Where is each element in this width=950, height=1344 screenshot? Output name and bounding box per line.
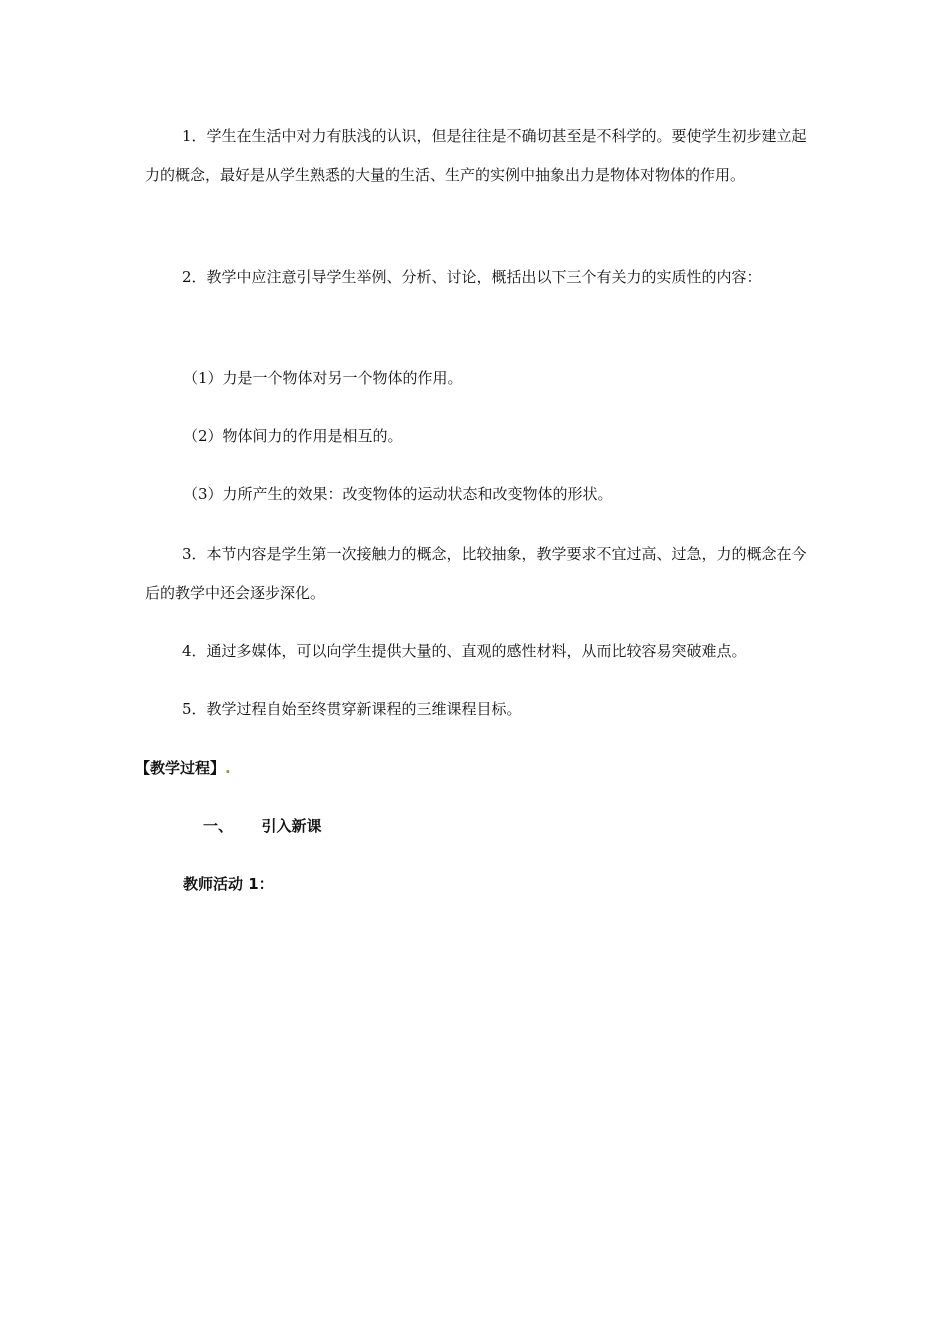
paragraph-5: 5．教学过程自始至终贯穿新课程的三维课程目标。 bbox=[182, 700, 522, 718]
step-heading bbox=[203, 816, 322, 836]
section-title-mark: . bbox=[225, 759, 231, 777]
paragraph-2: 2．教学中应注意引导学生举例、分析、讨论，概括出以下三个有关力的实质性的内容： bbox=[182, 268, 762, 286]
sub-item-3: （3）力所产生的效果：改变物体的运动状态和改变物体的形状。 bbox=[183, 485, 613, 503]
section-title bbox=[135, 758, 231, 778]
paragraph-1: 1．学生在生活中对力有肤浅的认识，但是往往是不确切甚至是不科学的。要使学生初步建立起力的概念，最好是从学生熟悉的大量的生活、生产的实例中抽象出力是物体对物体的作用。 bbox=[145, 127, 807, 184]
sub-item-2: （2）物体间力的作用是相互的。 bbox=[183, 427, 403, 445]
step-number: 一、 bbox=[203, 817, 234, 835]
paragraph-4: 4．通过多媒体，可以向学生提供大量的、直观的感性材料，从而比较容易突破难点。 bbox=[182, 642, 747, 660]
section-title-text: 【教学过程】 bbox=[135, 759, 226, 777]
paragraph-3: 3．本节内容是学生第一次接触力的概念，比较抽象，教学要求不宜过高、过急，力的概念在今后的教学中还会逐步深化。 bbox=[145, 545, 807, 602]
teacher-activity-label: 教师活动 1： bbox=[183, 875, 274, 893]
sub-item-1: （1）力是一个物体对另一个物体的作用。 bbox=[183, 369, 463, 387]
step-title: 引入新课 bbox=[261, 817, 322, 835]
